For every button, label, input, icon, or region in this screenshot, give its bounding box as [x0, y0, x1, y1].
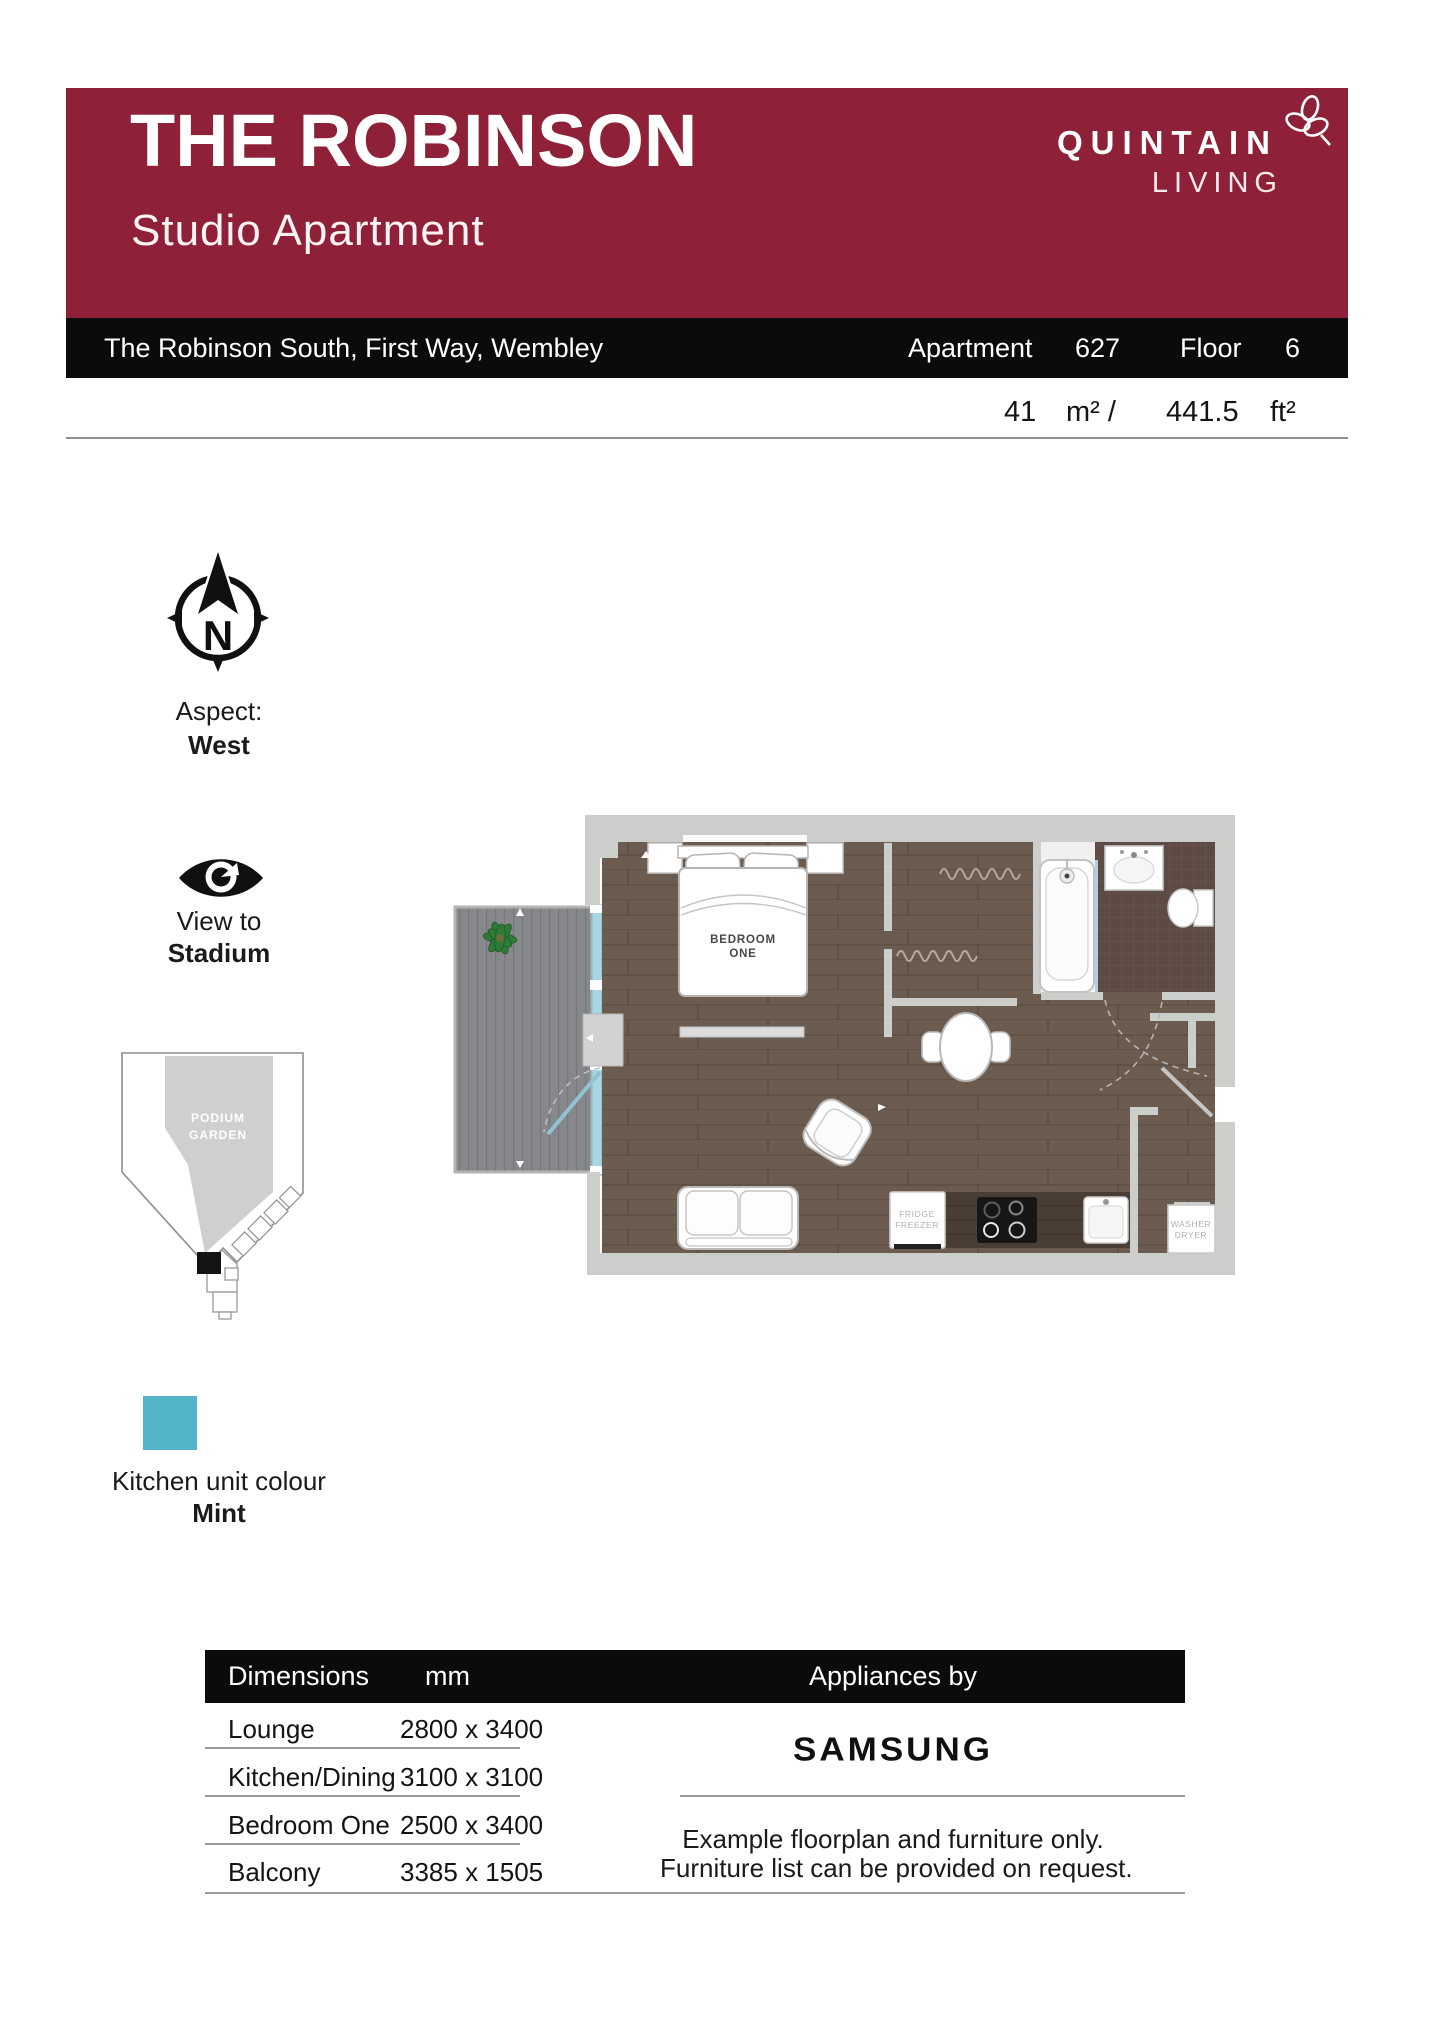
kitchen-colour-label: Kitchen unit colour [112, 1466, 326, 1496]
table-row-room: Balcony [228, 1857, 321, 1887]
bedroom-label-2: ONE [729, 948, 757, 960]
info-bar [66, 318, 1348, 378]
bathroom-sink [1105, 846, 1163, 890]
trefoil-logo-icon [1285, 95, 1335, 149]
bathtub [1040, 860, 1097, 992]
col-dimensions: Dimensions [228, 1661, 370, 1691]
kitchen-counter [945, 1192, 1130, 1248]
floor-plan [450, 810, 1240, 1280]
bedroom-window [683, 835, 807, 842]
compass-icon [163, 550, 273, 682]
address: The Robinson South, First Way, Wembley [104, 333, 604, 363]
table-header [205, 1650, 1185, 1703]
apartment-label: Apartment [908, 333, 1033, 363]
area-row [66, 396, 1348, 432]
table-row-size: 3385 x 1505 [400, 1857, 544, 1887]
fridge-freezer [890, 1192, 945, 1249]
brand-name: QUINTAIN [1056, 124, 1278, 161]
garden-label-2: GARDEN [188, 1128, 248, 1142]
balcony [455, 907, 592, 1172]
table-row-room: Kitchen/Dining [228, 1762, 396, 1792]
table-row-size: 2800 x 3400 [400, 1714, 544, 1744]
page-title: THE ROBINSON [130, 99, 698, 182]
kitchen-colour-value: Mint [192, 1498, 246, 1528]
hob-icon [977, 1197, 1037, 1243]
aspect-label: Aspect: [175, 696, 263, 726]
site-map [85, 1030, 325, 1320]
row-separator [205, 1747, 520, 1749]
kitchen-colour-swatch [143, 1396, 197, 1450]
header-divider [66, 437, 1348, 439]
apartment-number: 627 [1075, 333, 1121, 363]
appliances-separator [680, 1795, 1185, 1797]
view-value: Stadium [167, 938, 271, 968]
page-subtitle: Studio Apartment [131, 206, 485, 255]
garden-label-1: PODIUM [191, 1111, 245, 1125]
note-line-2: Furniture list can be provided on request. [660, 1853, 1133, 1883]
toilet [1168, 889, 1213, 927]
table-row-size: 3100 x 3100 [400, 1762, 544, 1792]
washer-dryer [1168, 1202, 1215, 1253]
aspect-value: West [188, 730, 250, 760]
floor-label: Floor [1180, 333, 1242, 363]
table-row-size: 2500 x 3400 [400, 1810, 544, 1840]
table-bottom-line [205, 1892, 1185, 1894]
view-label: View to [176, 906, 262, 936]
compass-letter: N [202, 612, 234, 659]
fridge-label-2: FREEZER [895, 1220, 939, 1230]
eye-icon [174, 850, 268, 906]
washer-label-2: DRYER [1174, 1230, 1208, 1240]
col-appliances: Appliances by [808, 1661, 978, 1691]
col-mm: mm [425, 1661, 470, 1691]
area-m2-value: 41 [1004, 396, 1037, 428]
area-m2-unit: m² / [1066, 396, 1116, 428]
media-bench [680, 1027, 804, 1037]
apartment-location-marker [197, 1252, 221, 1274]
row-separator [205, 1795, 520, 1797]
kitchen-sink [1084, 1197, 1128, 1243]
row-separator [205, 1843, 520, 1845]
samsung-logo: SAMSUNG [793, 1730, 993, 1769]
table-row-room: Lounge [228, 1714, 315, 1744]
fridge-label-1: FRIDGE [899, 1209, 935, 1219]
area-ft2-unit: ft² [1270, 396, 1296, 428]
table-row-room: Bedroom One [228, 1810, 390, 1840]
floor-number: 6 [1285, 333, 1301, 363]
brand-sub: LIVING [1151, 167, 1283, 199]
note-line-1: Example floorplan and furniture only. [682, 1824, 1104, 1854]
sofa [678, 1187, 798, 1249]
bedroom-label-1: BEDROOM [710, 934, 776, 946]
washer-label-1: WASHER [1170, 1219, 1212, 1229]
area-ft2-value: 441.5 [1166, 396, 1239, 428]
